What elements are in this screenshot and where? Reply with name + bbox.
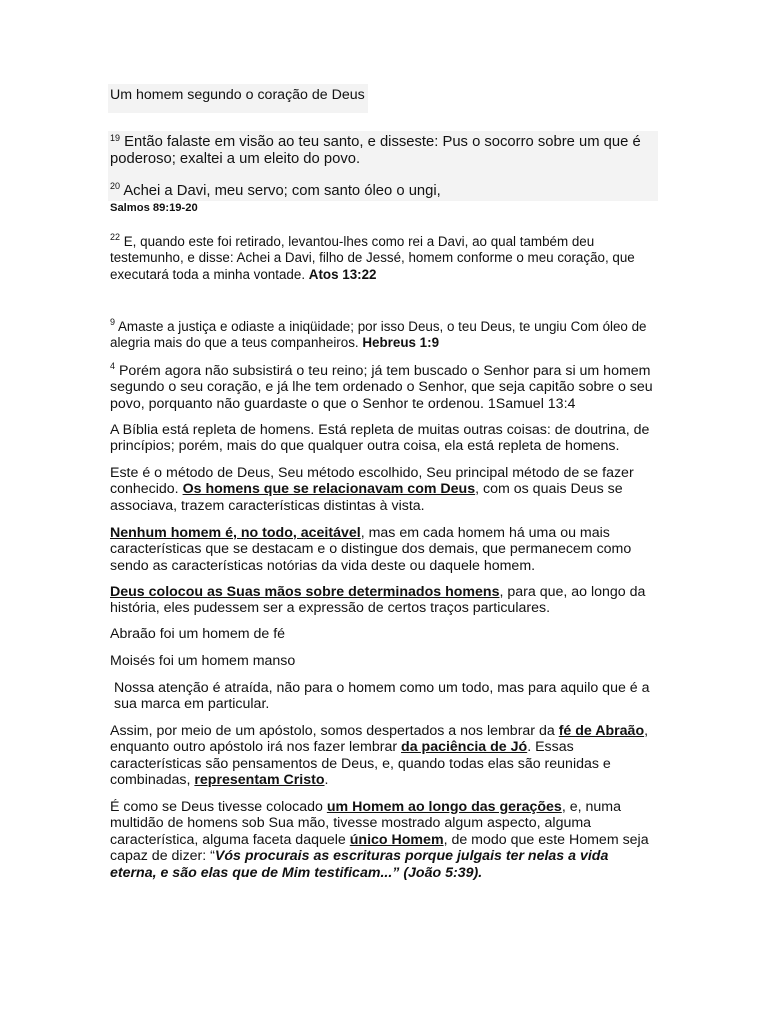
paragraph-no-man <box>110 525 654 575</box>
verse-text: Achei a Davi, meu servo; com santo óleo o ungi, <box>123 182 441 199</box>
verse-text: Porém agora não subsistirá o teu reino; já tem buscado o Senhor para si um homem segundo o seu coração, e já lhe tem ordenado o Senhor, que seja capitão sobre o seu povo, porquanto não guardaste o que o Senhor te ordenou. <box>110 362 653 412</box>
paragraph-text: . <box>324 772 329 789</box>
paragraph-text: . Essas características são pensamentos de Deus, e, quando todas elas são reunidas e combinadas, <box>110 739 611 789</box>
verse-text: E, quando este foi retirado, levantou-lhes como rei a Davi, ao qual também deu testemunho, e disse: Achei a Davi, filho de Jessé, homem conforme o meu coração, que executará toda a minha vontade. <box>110 233 635 282</box>
verse-text: Amaste a justiça e odiaste a iniqüidade; por isso Deus, o teu Deus, te ungiu Com óleo de alegria mais do que a teus companheiros. <box>110 318 647 351</box>
paragraph-text: , mas em cada homem há uma ou mais características que se destacam e o distingue dos demais, que permanecem como sendo as características notórias da vida deste ou daquele homem. <box>110 524 632 574</box>
verse-reference: 1Samuel 13:4 <box>487 395 576 412</box>
psalm-verse-19 <box>110 134 654 167</box>
verse-number: 20 <box>110 181 121 192</box>
hebrews-verse <box>110 319 654 352</box>
samuel-verse <box>110 363 654 413</box>
verse-reference: Hebreus 1:9 <box>362 335 440 351</box>
psalm-reference: Salmos 89:19-20 <box>110 202 198 214</box>
paragraph-text: , com os quais Deus se associava, trazem características distintas à vista. <box>110 481 623 514</box>
scripture-quote: Vós procurais as escrituras porque julgais ter nelas a vida eterna, e são elas que de Mim testificam...” (João 5:39). <box>110 848 609 881</box>
emphasis-text: da paciência de Jó <box>401 739 528 756</box>
emphasis-text: fé de Abraão <box>558 722 645 739</box>
acts-verse <box>110 234 654 284</box>
paragraph-abraham: Abraão foi um homem de fé <box>110 625 286 642</box>
paragraph-gods-hands <box>110 584 654 617</box>
verse-reference: Atos 13:22 <box>308 266 377 282</box>
emphasis-text: Nenhum homem é, no todo, aceitável <box>110 524 361 541</box>
emphasis-text: representam Cristo <box>194 772 325 789</box>
page-title: Um homem segundo o coração de Deus <box>110 87 365 103</box>
paragraph-text: É como se Deus tivesse colocado <box>110 798 327 815</box>
verse-text: Então falaste em visão ao teu santo, e disseste: Pus o socorro sobre um que é poderoso; exaltei a um eleito do povo. <box>110 134 641 167</box>
emphasis-text: Os homens que se relacionavam com Deus <box>182 481 476 498</box>
paragraph-apostles <box>110 723 654 789</box>
paragraph-one-man <box>110 799 654 882</box>
paragraph-attention: Nossa atenção é atraída, não para o homem como um todo, mas para aquilo que é a sua marca em particular. <box>114 679 650 713</box>
verse-number: 19 <box>110 132 121 143</box>
emphasis-text: único Homem <box>349 831 444 848</box>
psalm-verse-20 <box>110 183 654 200</box>
paragraph-text: Este é o método de Deus, Seu método escolhido, Seu principal método de se fazer conhecido. <box>110 464 634 498</box>
verse-number: 22 <box>110 232 121 243</box>
emphasis-text: Deus colocou as Suas mãos sobre determinados homens <box>110 583 500 600</box>
paragraph-text: , de modo que este Homem seja capaz de dizer: “ <box>110 831 649 865</box>
paragraph-gods-method <box>110 465 654 515</box>
paragraph-bible-full-of-men: A Bíblia está repleta de homens. Está repleta de muitas outras coisas: de doutrina, de princípios; porém, mais do que qualquer outra coisa, ela está repleta de homens. <box>110 421 650 455</box>
paragraph-text: Assim, por meio de um apóstolo, somos despertados a nos lembrar da <box>110 722 559 739</box>
paragraph-moses: Moisés foi um homem manso <box>110 652 296 669</box>
paragraph-text: , e, numa multidão de homens sob Sua mão, tivesse mostrado algum aspecto, alguma característica, alguma faceta daquele <box>110 798 621 848</box>
verse-number: 4 <box>110 361 116 372</box>
verse-number: 9 <box>110 317 116 328</box>
emphasis-text: um Homem ao longo das gerações <box>326 798 562 815</box>
paragraph-text: , enquanto outro apóstolo irá nos fazer lembrar <box>110 722 649 756</box>
paragraph-text: , para que, ao longo da história, eles pudessem ser a expressão de certos traços particulares. <box>110 583 646 617</box>
